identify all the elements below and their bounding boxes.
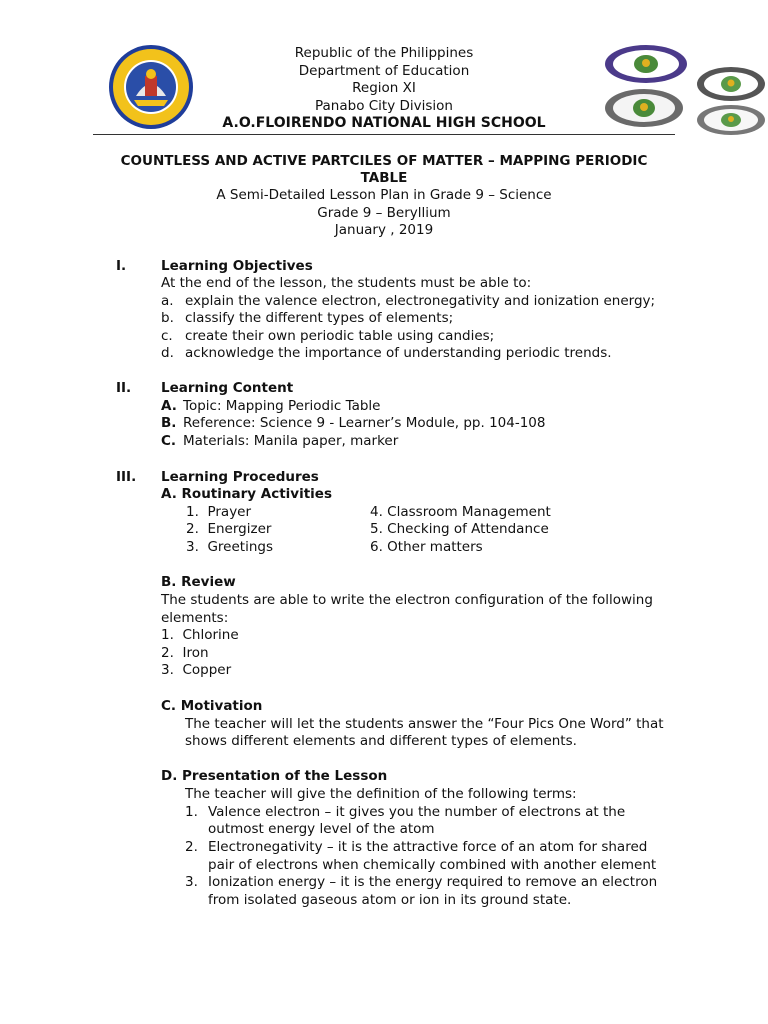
objectives-intro: At the end of the lesson, the students must be able to: [161, 275, 532, 291]
motivation-text: The teacher will let the students answer the “Four Pics One Word” that [185, 716, 664, 732]
section-heading-objectives: Learning Objectives [161, 258, 313, 274]
objective-item: acknowledge the importance of understanding periodic trends. [185, 345, 612, 361]
presentation-item-mark: 1. [185, 804, 198, 820]
subsection-heading-presentation: D. Presentation of the Lesson [161, 768, 388, 784]
content-item-mark: C. [161, 433, 177, 449]
motivation-text: shows different elements and different types of elements. [185, 733, 577, 749]
presentation-intro: The teacher will give the definition of the following terms: [185, 786, 577, 802]
content-item-mark: B. [161, 415, 177, 431]
review-item: 1. Chlorine [161, 627, 239, 643]
content-item: Topic: Mapping Periodic Table [183, 398, 381, 414]
school-seal-logo-2 [604, 88, 684, 128]
lesson-grade: Grade 9 – Beryllium [317, 205, 451, 221]
review-item: 2. Iron [161, 645, 209, 661]
objective-item-mark: d. [161, 345, 174, 361]
lesson-title: COUNTLESS AND ACTIVE PARTCILES OF MATTER – MAPPING PERIODIC [120, 153, 648, 169]
presentation-item: Ionization energy – it is the energy required to remove an electron [208, 874, 658, 890]
review-item: 3. Copper [161, 662, 232, 678]
header-school-name: A.O.FLOIRENDO NATIONAL HIGH SCHOOL [222, 115, 546, 131]
objective-item: classify the different types of elements; [185, 310, 454, 326]
presentation-item: outmost energy level of the atom [208, 821, 435, 837]
review-text: The students are able to write the electron configuration of the following [161, 592, 653, 608]
section-number: I. [116, 258, 127, 274]
school-seal-logo-4 [696, 104, 766, 136]
subsection-heading-routinary: A. Routinary Activities [161, 486, 332, 502]
presentation-item-mark: 2. [185, 839, 198, 855]
content-item: Reference: Science 9 - Learner’s Module, pp. 104-108 [183, 415, 546, 431]
header-department: Department of Education [298, 63, 470, 79]
presentation-item: from isolated gaseous atom or ion in its ground state. [208, 892, 572, 908]
routinary-item: 4. Classroom Management [370, 504, 551, 520]
objective-item: explain the valence electron, electronegativity and ionization energy; [185, 293, 656, 309]
section-number: II. [116, 380, 132, 396]
routinary-item: 5. Checking of Attendance [370, 521, 549, 537]
routinary-item: 2. Energizer [186, 521, 272, 537]
header-republic: Republic of the Philippines [294, 45, 474, 61]
objective-item-mark: b. [161, 310, 174, 326]
routinary-item: 3. Greetings [186, 539, 273, 555]
presentation-item-mark: 3. [185, 874, 198, 890]
subsection-heading-review: B. Review [161, 574, 236, 590]
routinary-item: 6. Other matters [370, 539, 483, 555]
header-divider [93, 134, 675, 135]
subsection-heading-motivation: C. Motivation [161, 698, 263, 714]
presentation-item: pair of electrons when chemically combined with another element [208, 857, 657, 873]
presentation-item: Electronegativity – it is the attractive force of an atom for shared [208, 839, 648, 855]
lesson-subtitle: A Semi-Detailed Lesson Plan in Grade 9 – Science [216, 187, 552, 203]
school-seal-logo-1 [604, 44, 688, 84]
section-heading-procedures: Learning Procedures [161, 469, 319, 485]
lesson-title-line2: TABLE [360, 170, 408, 186]
presentation-item: Valence electron – it gives you the number of electrons at the [208, 804, 626, 820]
section-number: III. [116, 469, 137, 485]
objective-item: create their own periodic table using candies; [185, 328, 495, 344]
school-seal-logo-3 [696, 66, 766, 102]
routinary-item: 1. Prayer [186, 504, 252, 520]
lesson-date: January , 2019 [334, 222, 434, 238]
content-item-mark: A. [161, 398, 177, 414]
section-heading-content: Learning Content [161, 380, 294, 396]
content-item: Materials: Manila paper, marker [183, 433, 399, 449]
objective-item-mark: c. [161, 328, 173, 344]
header-division: Panabo City Division [315, 98, 453, 114]
header-region: Region XI [352, 80, 416, 96]
review-text: elements: [161, 610, 229, 626]
objective-item-mark: a. [161, 293, 174, 309]
deped-seal-logo [108, 44, 194, 130]
